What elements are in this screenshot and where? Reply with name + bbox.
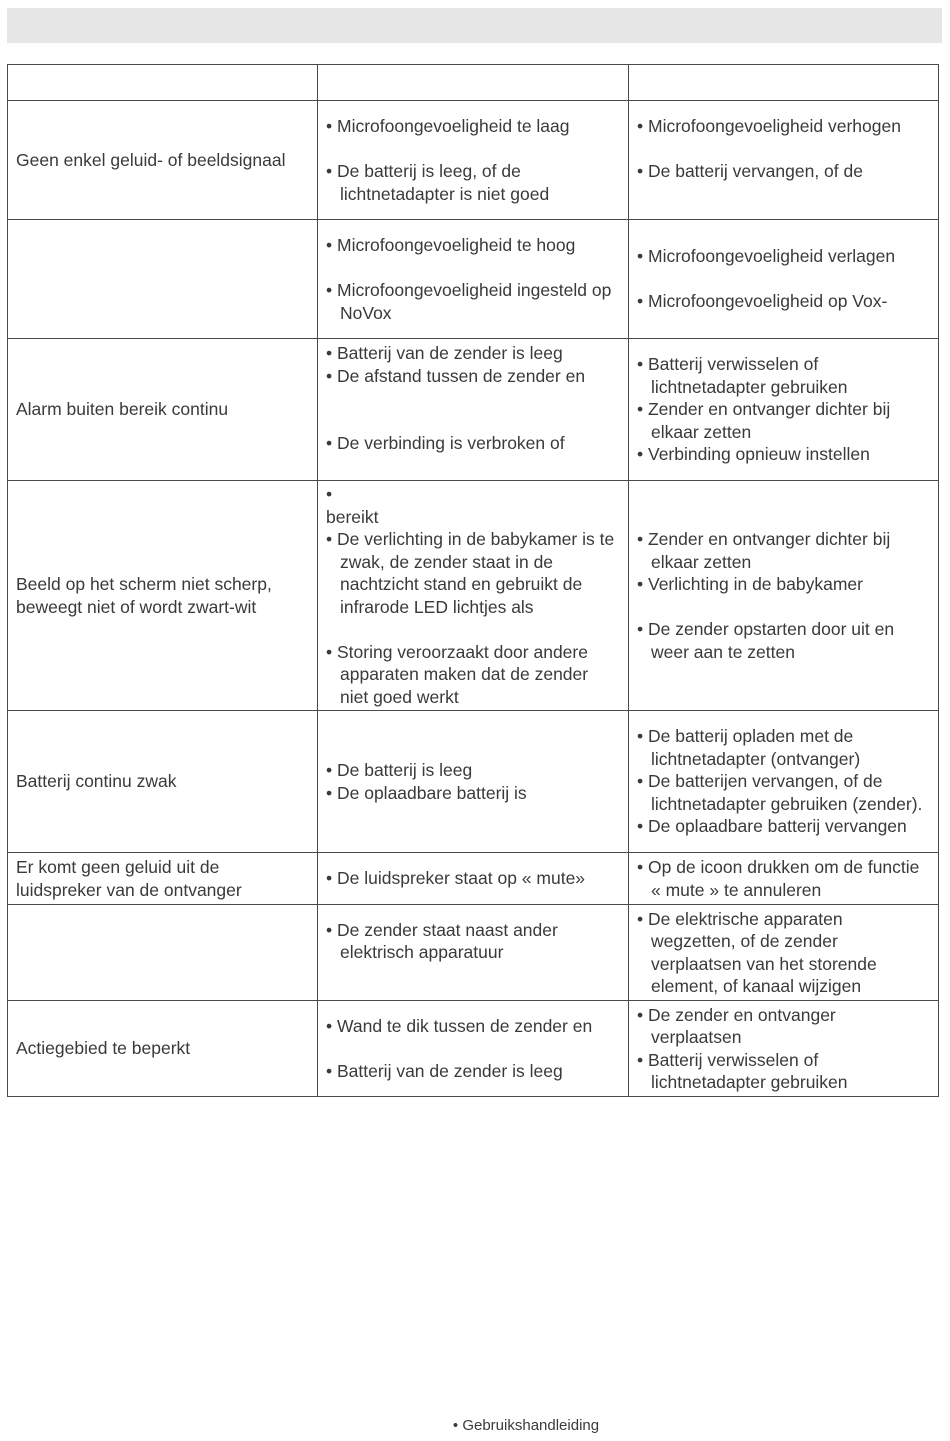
solution-item: • De oplaadbare batterij vervangen — [637, 816, 907, 837]
solution-item: • Zender en ontvanger dichter bij elkaar zetten — [637, 399, 891, 442]
cause-item: • De zender staat naast ander elektrisch apparatuur — [326, 919, 558, 963]
problem-cell — [8, 1001, 318, 1097]
solution-item: • Microfoongevoeligheid op Vox- — [637, 291, 888, 312]
list-gap — [637, 138, 930, 161]
problem-cell — [8, 339, 318, 481]
list-gap — [326, 410, 620, 433]
cause-item: • — [326, 484, 333, 504]
problem-text: Er komt geen geluid uit de luidspreker van de ontvanger — [16, 857, 242, 900]
solution-item: • Microfoongevoeligheid verlagen — [637, 246, 896, 267]
problem-text: Geen enkel geluid- of beeldsignaal — [16, 149, 286, 170]
solution-item: • Batterij verwisselen of lichtnetadapter gebruiken — [637, 354, 848, 397]
cause-cell — [318, 101, 629, 220]
cause-cell — [318, 481, 629, 711]
list-gap — [326, 455, 620, 478]
solution-cell — [629, 711, 939, 853]
problem-cell — [8, 481, 318, 711]
solution-cell — [629, 220, 939, 339]
table-row — [8, 220, 939, 339]
table-row — [8, 481, 939, 711]
solution-cell — [629, 853, 939, 905]
cause-item: • De verlichting in de babykamer is te zwak, de zender staat in de nachtzicht stand en gebruikt de infrarode LED lichtjes als — [326, 529, 615, 617]
solution-item: • De batterij vervangen, of de — [637, 161, 863, 181]
cause-item: • De afstand tussen de zender en — [326, 365, 586, 386]
table-row — [8, 1001, 939, 1097]
solution-cell — [629, 481, 939, 711]
cause-item: • De oplaadbare batterij is — [326, 782, 527, 803]
list-gap — [637, 183, 930, 206]
solution-item: • Zender en ontvanger dichter bij elkaar zetten — [637, 529, 891, 572]
cause-cell — [318, 65, 629, 101]
cause-cell — [318, 853, 629, 905]
problem-cell — [8, 220, 318, 339]
cause-item: • Wand te dik tussen de zender en — [326, 1015, 593, 1036]
table-row — [8, 339, 939, 481]
cause-item: • Microfoongevoeligheid ingesteld op NoVox — [326, 280, 612, 323]
solution-item: • De elektrische apparaten wegzetten, of de zender verplaatsen van het storende element, of kanaal wijzigen — [637, 908, 877, 996]
solution-cell — [629, 339, 939, 481]
problem-text: Batterij continu zwak — [16, 771, 177, 792]
solution-item: • Batterij verwisselen of lichtnetadapter gebruiken — [637, 1049, 848, 1092]
cause-item: • Batterij van de zender is leeg — [326, 343, 563, 363]
troubleshooting-table — [7, 64, 939, 1097]
cause-cell — [318, 220, 629, 339]
solution-item: • De batterij opladen met de lichtnetadapter (ontvanger) — [637, 726, 861, 769]
cause-cell — [318, 905, 629, 1001]
problem-cell — [8, 101, 318, 220]
problem-cell — [8, 711, 318, 853]
cause-item: • Microfoongevoeligheid te laag — [326, 116, 570, 136]
problem-cell — [8, 853, 318, 905]
cause-item: • De batterij is leeg, of de lichtnetadapter is niet goed — [326, 161, 550, 204]
solution-item: • De zender en ontvanger verplaatsen — [637, 1004, 836, 1047]
solution-cell — [629, 65, 939, 101]
cause-cell — [318, 711, 629, 853]
table-row — [8, 101, 939, 220]
solution-cell — [629, 101, 939, 220]
list-gap — [326, 138, 620, 161]
solution-item: • Verbinding opnieuw instellen — [637, 444, 870, 465]
list-gap — [326, 257, 620, 280]
cause-item: • De batterij is leeg — [326, 760, 473, 780]
cause-item: • Batterij van de zender is leeg — [326, 1060, 563, 1081]
list-gap — [326, 387, 620, 410]
list-gap — [326, 618, 620, 641]
problem-cell — [8, 65, 318, 101]
cause-item: • De verbinding is verbroken of — [326, 433, 565, 453]
cause-item: • Microfoongevoeligheid te hoog — [326, 235, 576, 255]
cause-item: • De luidspreker staat op « mute» — [326, 868, 586, 889]
cause-item: bereikt — [326, 506, 379, 527]
footer-label: • Gebruikshandleiding — [452, 1417, 600, 1434]
table-row — [8, 711, 939, 853]
solution-item: • De zender opstarten door uit en weer aan te zetten — [637, 619, 895, 662]
table-row — [8, 65, 939, 101]
header-bar — [7, 8, 942, 43]
table-row — [8, 853, 939, 905]
solution-cell — [629, 905, 939, 1001]
solution-item: • Microfoongevoeligheid verhogen — [637, 116, 901, 136]
solution-item: • Op de icoon drukken om de functie « mute » te annuleren — [637, 857, 920, 900]
cause-cell — [318, 339, 629, 481]
solution-cell — [629, 1001, 939, 1097]
problem-cell — [8, 905, 318, 1001]
list-gap — [637, 268, 930, 291]
table-row — [8, 905, 939, 1001]
list-gap — [637, 596, 930, 619]
solution-item: • De batterijen vervangen, of de lichtnetadapter gebruiken (zender). — [637, 771, 923, 814]
problem-text: Beeld op het scherm niet scherp, beweegt niet of wordt zwart-wit — [16, 574, 272, 617]
solution-item: • Verlichting in de babykamer — [637, 574, 863, 594]
list-gap — [326, 964, 620, 987]
list-gap — [326, 1037, 620, 1060]
problem-text: Actiegebied te beperkt — [16, 1038, 191, 1059]
cause-item: • Storing veroorzaakt door andere apparaten maken dat de zender niet goed werkt — [326, 641, 589, 707]
cause-cell — [318, 1001, 629, 1097]
problem-text: Alarm buiten bereik continu — [16, 399, 229, 420]
